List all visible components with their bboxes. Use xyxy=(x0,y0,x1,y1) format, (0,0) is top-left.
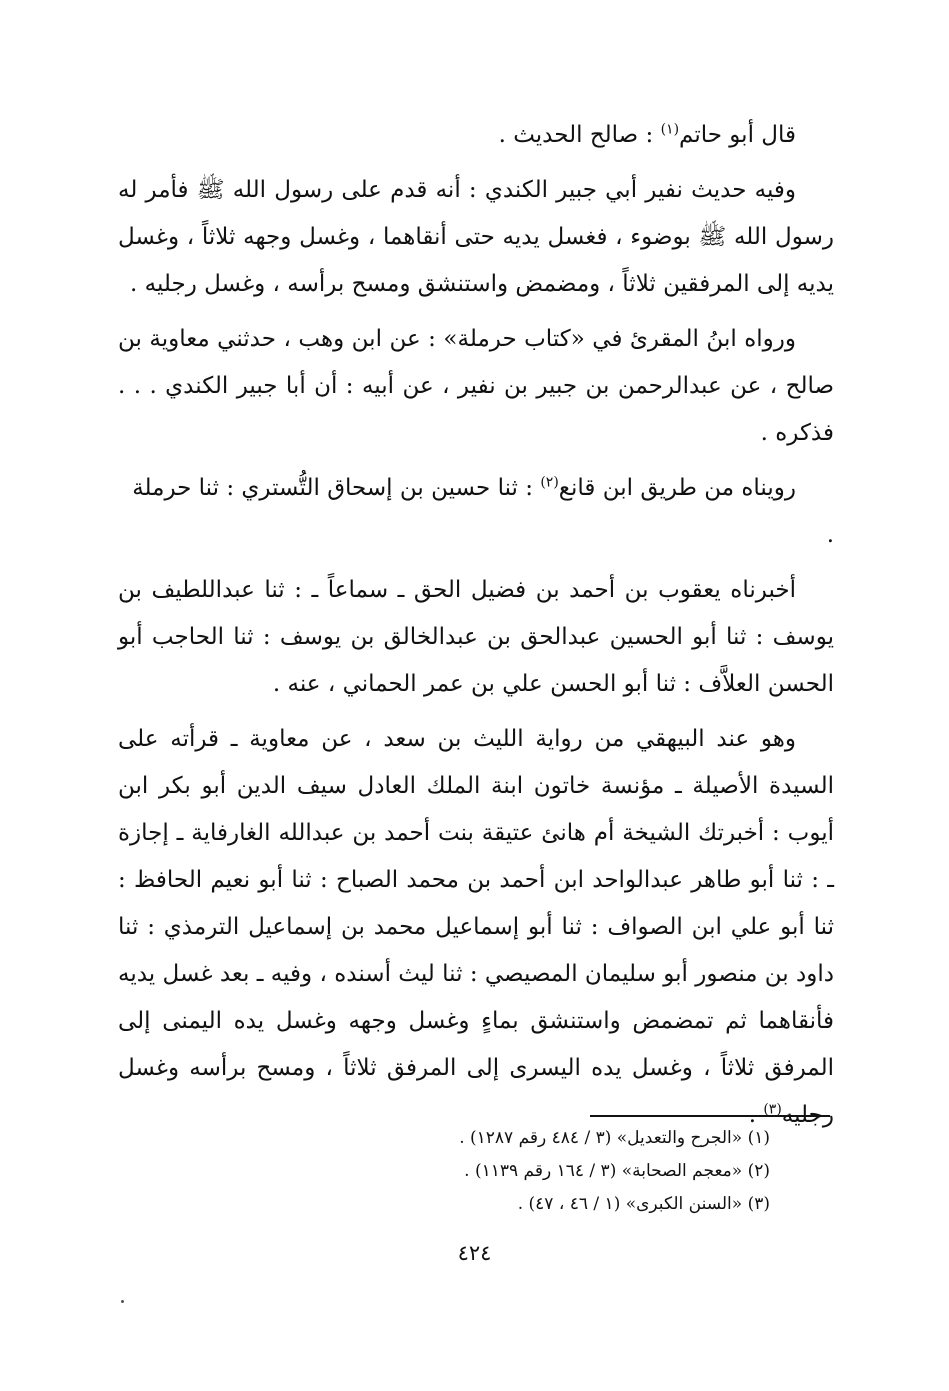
footnote-reference-1[interactable]: (١) xyxy=(660,121,680,138)
footnote-reference-2[interactable]: (٢) xyxy=(540,474,559,491)
footnote-reference-3[interactable]: (٣) xyxy=(763,1101,782,1118)
footnote-3: (٣) «السنن الكبرى» (١ / ٤٦ ، ٤٧) . xyxy=(517,1194,770,1214)
paragraph-text: : ثنا حسين بن إسحاق التُّستري : ثنا حرملة . xyxy=(132,475,834,548)
paragraph-text: وهو عند البيهقي من رواية الليث بن سعد ، عن معاوية ـ قرأته على السيدة الأصيلة ـ مؤنسة خاتون ابنة الملك العادل سيف الدين أبو بكر ابن أيوب : أخبرتك الشيخة أم هانئ عتيقة بنت أحمد بن عبدالله الغارفاية ـ إجازة ـ : ثنا أبو طاهر عبدالواحد ابن أحمد بن محمد الصباح : ثنا أبو نعيم الحافظ : ثنا أبو علي ابن الصواف : ثنا أبو إسماعيل محمد بن إسماعيل الترمذي : ثنا داود بن منصور أبو سليمان المصيصي : ثنا ليث أسنده ، وفيه ـ بعد غسل يديه فأنقاهما ثم تمضمض واستنشق بماءٍ وغسل وجهه وغسل يده اليمنى إلى المرفق ثلاثاً ، وغسل يده اليسرى إلى المرفق ثلاثاً ، ومسح برأسه وغسل رجليه xyxy=(118,726,834,1128)
paragraph-text: وفيه حديث نفير أبي جبير الكندي : أنه قدم على رسول الله ﷺ فأمر له رسول الله ﷺ بوضوء ، فغسل يديه حتى أنقاهما ، وغسل وجهه ثلاثاً ، وغسل يديه إلى المرفقين ثلاثاً ، ومضمض واستنشق ومسح برأسه ، وغسل رجليه . xyxy=(118,177,834,297)
footnote-1: (١) «الجرح والتعديل» (٣ / ٤٨٤ رقم ١٢٨٧) . xyxy=(459,1128,770,1148)
footnote-separator xyxy=(590,1115,830,1117)
paragraph-text: قال أبو حاتم xyxy=(679,122,796,148)
footnote-2: (٢) «معجم الصحابة» (٣ / ١٦٤ رقم ١١٣٩) . xyxy=(464,1161,770,1181)
scan-speck xyxy=(121,1300,124,1303)
paragraph-text: : صالح الحديث . xyxy=(498,122,661,148)
paragraph-text: . xyxy=(748,1102,764,1128)
paragraph-bayhaqi xyxy=(118,716,834,1139)
paragraph-yaqub-isnad xyxy=(118,567,834,708)
page-number: ٤٢٤ xyxy=(457,1241,492,1265)
page-body xyxy=(118,112,834,1147)
paragraph-ibn-al-muqri xyxy=(118,316,834,457)
paragraph-text: أخبرناه يعقوب بن أحمد بن فضيل الحق ـ سماعاً ـ : ثنا عبداللطيف بن يوسف : ثنا أبو الحسين عبدالحق بن عبدالخالق بن يوسف : ثنا الحاجب أبو الحسن العلاَّف : ثنا أبو الحسن علي بن عمر الحماني ، عنه . xyxy=(118,577,834,697)
paragraph-text: رويناه من طريق ابن قانع xyxy=(558,475,796,501)
paragraph-abu-hatim xyxy=(118,112,834,159)
footnotes-list xyxy=(118,1122,770,1221)
paragraph-text: ورواه ابنُ المقرئ في «كتاب حرملة» : عن ابن وهب ، حدثني معاوية بن صالح ، عن عبدالرحمن بن جبير بن نفير ، عن أبيه : أن أبا جبير الكندي . . . فذكره . xyxy=(118,326,834,446)
paragraph-ibn-qani xyxy=(118,465,834,559)
paragraph-hadith-nufayr xyxy=(118,167,834,308)
